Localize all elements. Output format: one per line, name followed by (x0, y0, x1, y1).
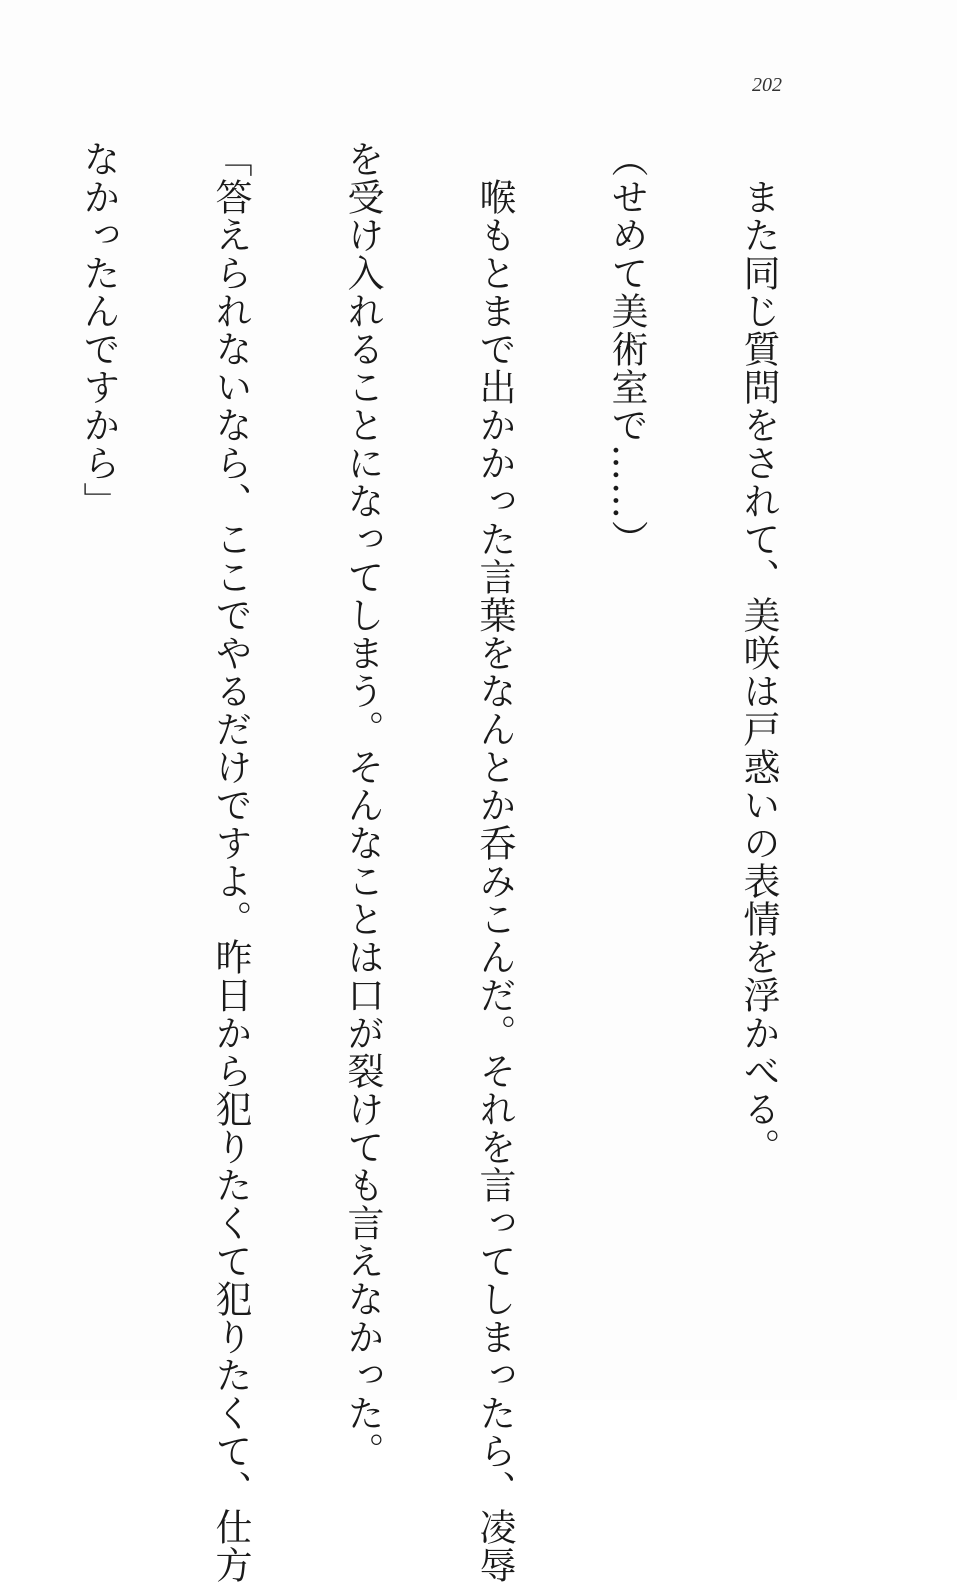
text-line: （せめて美術室で……） (605, 140, 648, 558)
text-line: 喉もとまで出かかった言葉をなんとか呑みこんだ。それを言ってしまったら、凌辱 (473, 140, 516, 1584)
vertical-text-body (77, 140, 868, 1584)
text-line: なかったんですから」 (77, 140, 120, 520)
text-line: 「答えられないなら、ここでやるだけですよ。昨日から犯りたくて犯りたくて、仕方 (209, 140, 252, 1584)
text-line: また同じ質問をされて、美咲は戸惑いの表情を浮かべる。 (737, 140, 780, 1166)
text-line: を受け入れることになってしまう。そんなことは口が裂けても言えなかった。 (341, 140, 384, 1470)
page-number: 202 (752, 74, 782, 96)
